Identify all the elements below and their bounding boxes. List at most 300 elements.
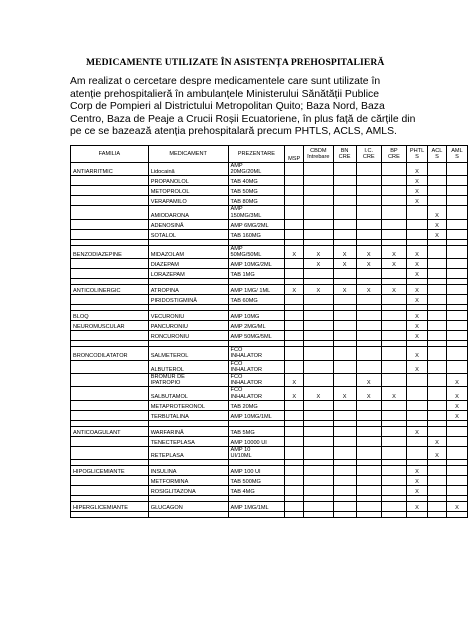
cell-cbdm-mark bbox=[304, 186, 333, 196]
cell-prezentare bbox=[228, 269, 285, 279]
cell-prezentare bbox=[228, 360, 285, 373]
cell-prezentare-line: AMP 6MG/2ML bbox=[230, 222, 269, 229]
cell-msp-mark bbox=[285, 321, 304, 331]
cell-cbdm-mark bbox=[304, 466, 333, 476]
cell-cbdm-mark: X bbox=[304, 387, 333, 400]
cell-bn-mark bbox=[333, 331, 356, 341]
cell-prezentare-line: AMP 10000 UI bbox=[230, 439, 267, 446]
cell-amls-mark bbox=[446, 347, 467, 360]
cell-msp-mark bbox=[285, 426, 304, 436]
cell-acls-mark bbox=[428, 410, 447, 420]
cell-bp-mark: X bbox=[381, 387, 406, 400]
cell-prezentare bbox=[228, 186, 285, 196]
header-ic-line1: I.C. bbox=[364, 147, 374, 154]
cell-phtls-mark: X bbox=[407, 269, 428, 279]
header-bn bbox=[333, 146, 356, 163]
cell-amls-mark bbox=[446, 360, 467, 373]
cell-phtls-mark: X bbox=[407, 347, 428, 360]
cell-familia bbox=[71, 400, 149, 410]
cell-phtls-mark: X bbox=[407, 331, 428, 341]
cell-bp-mark bbox=[381, 486, 406, 496]
cell-prezentare-line: 150MG/3ML bbox=[230, 212, 262, 219]
cell-msp-mark bbox=[285, 347, 304, 360]
cell-ic-mark bbox=[356, 219, 381, 229]
cell-ic-mark: X bbox=[356, 387, 381, 400]
header-acls-line2: S bbox=[435, 154, 439, 160]
cell-msp-mark bbox=[285, 360, 304, 373]
cell-prezentare bbox=[228, 176, 285, 186]
table-row bbox=[71, 186, 468, 196]
cell-bn-mark bbox=[333, 486, 356, 496]
header-phtls bbox=[407, 146, 428, 163]
cell-msp-mark bbox=[285, 229, 304, 239]
cell-acls-mark bbox=[428, 502, 447, 512]
cell-cbdm-mark bbox=[304, 410, 333, 420]
cell-medicament: ADENOSINĂ bbox=[148, 219, 228, 229]
cell-medicament: ATROPINA bbox=[148, 285, 228, 295]
cell-acls-mark: X bbox=[428, 436, 447, 446]
cell-cbdm-mark bbox=[304, 331, 333, 341]
header-cbdm-line2: întrebare bbox=[307, 154, 330, 160]
header-phtls-line2: S bbox=[415, 154, 419, 160]
cell-familia bbox=[71, 186, 149, 196]
cell-prezentare-line: AMP 1MG/1ML bbox=[230, 505, 269, 512]
cell-medicament: LORAZEPAM bbox=[148, 269, 228, 279]
cell-bn-mark bbox=[333, 466, 356, 476]
cell-phtls-mark: X bbox=[407, 466, 428, 476]
cell-bp-mark bbox=[381, 186, 406, 196]
cell-prezentare-line: TAB 40MG bbox=[230, 179, 258, 186]
cell-prezentare-line: TAB 50MG bbox=[230, 189, 258, 196]
header-ic bbox=[356, 146, 381, 163]
cell-prezentare-line: TAB 20MG bbox=[230, 403, 258, 410]
cell-medicament: MIDAZOLAM bbox=[148, 245, 228, 258]
cell-familia: HIPERGLICEMIANTE bbox=[71, 502, 149, 512]
cell-ic-mark bbox=[356, 269, 381, 279]
cell-amls-mark bbox=[446, 269, 467, 279]
cell-familia bbox=[71, 436, 149, 446]
cell-bp-mark bbox=[381, 374, 406, 387]
cell-acls-mark bbox=[428, 285, 447, 295]
cell-ic-mark bbox=[356, 295, 381, 305]
cell-amls-mark bbox=[446, 331, 467, 341]
cell-familia bbox=[71, 229, 149, 239]
cell-bp-mark: X bbox=[381, 259, 406, 269]
cell-medicament-line: BROMUR DE bbox=[150, 374, 185, 381]
cell-bp-mark bbox=[381, 269, 406, 279]
cell-bn-mark bbox=[333, 374, 356, 387]
cell-ic-mark bbox=[356, 512, 381, 518]
cell-msp-mark bbox=[285, 206, 304, 219]
cell-prezentare bbox=[228, 347, 285, 360]
cell-phtls-mark: X bbox=[407, 360, 428, 373]
cell-amls-mark: X bbox=[446, 410, 467, 420]
cell-acls-mark: X bbox=[428, 229, 447, 239]
cell-bp-mark bbox=[381, 347, 406, 360]
cell-acls-mark bbox=[428, 259, 447, 269]
cell-familia bbox=[71, 446, 149, 459]
cell-acls-mark bbox=[428, 295, 447, 305]
cell-familia bbox=[71, 176, 149, 186]
cell-msp-mark bbox=[285, 446, 304, 459]
cell-medicament-line: IPATROPIO bbox=[150, 380, 181, 387]
cell-prezentare-line: AMP bbox=[230, 163, 243, 169]
cell-cbdm-mark bbox=[304, 229, 333, 239]
cell-bn-mark bbox=[333, 163, 356, 176]
table-row bbox=[71, 295, 468, 305]
cell-acls-mark bbox=[428, 426, 447, 436]
cell-amls-mark bbox=[446, 259, 467, 269]
table-row bbox=[71, 196, 468, 206]
cell-phtls-mark bbox=[407, 400, 428, 410]
intro-line: pe ce se bazează atenția prehospitalară precum PHTLS, ACLS, AMLS. bbox=[70, 126, 397, 138]
intro-line: Am realizat o cercetare despre medicamentele care sunt utilizate în bbox=[70, 76, 381, 87]
cell-amls-mark bbox=[446, 219, 467, 229]
cell-prezentare bbox=[228, 196, 285, 206]
cell-bp-mark bbox=[381, 360, 406, 373]
table-row bbox=[71, 426, 468, 436]
table-row bbox=[71, 347, 468, 360]
table-row bbox=[71, 176, 468, 186]
table-row bbox=[71, 229, 468, 239]
cell-ic-mark bbox=[356, 163, 381, 176]
header-bp-line1: BP bbox=[390, 147, 398, 154]
cell-bn-mark bbox=[333, 512, 356, 518]
cell-bn-mark bbox=[333, 426, 356, 436]
cell-prezentare bbox=[228, 374, 285, 387]
cell-prezentare bbox=[228, 206, 285, 219]
cell-bp-mark: X bbox=[381, 245, 406, 258]
cell-medicament: METOPROLOL bbox=[148, 186, 228, 196]
table-row bbox=[71, 331, 468, 341]
table-row bbox=[71, 219, 468, 229]
cell-acls-mark bbox=[428, 374, 447, 387]
cell-amls-mark bbox=[446, 486, 467, 496]
cell-ic-mark: X bbox=[356, 374, 381, 387]
cell-bp-mark bbox=[381, 512, 406, 518]
cell-medicament: TERBUTALINA bbox=[148, 410, 228, 420]
cell-prezentare-line: AMP 10MG/1ML bbox=[230, 413, 272, 420]
cell-acls-mark bbox=[428, 512, 447, 518]
cell-phtls-mark: X bbox=[407, 295, 428, 305]
cell-amls-mark: X bbox=[446, 374, 467, 387]
cell-medicament: TENECTEPLASA bbox=[148, 436, 228, 446]
header-bn-line1: BN bbox=[340, 147, 349, 154]
cell-bp-mark bbox=[381, 502, 406, 512]
cell-amls-mark bbox=[446, 245, 467, 258]
header-msp: MSP bbox=[285, 146, 304, 163]
cell-prezentare-line: UI/10ML bbox=[230, 453, 252, 460]
cell-cbdm-mark bbox=[304, 295, 333, 305]
cell-phtls-mark bbox=[407, 206, 428, 219]
cell-prezentare bbox=[228, 466, 285, 476]
header-amls-line2: S bbox=[455, 154, 459, 160]
cell-acls-mark bbox=[428, 476, 447, 486]
header-amls bbox=[446, 146, 467, 163]
cell-familia bbox=[71, 476, 149, 486]
header-cbdm bbox=[304, 146, 333, 163]
cell-prezentare bbox=[228, 410, 285, 420]
cell-amls-mark bbox=[446, 176, 467, 186]
cell-phtls-mark: X bbox=[407, 176, 428, 186]
cell-acls-mark: X bbox=[428, 446, 447, 459]
cell-medicament: SOTALOL bbox=[148, 229, 228, 239]
header-familia: FAMILIA bbox=[71, 146, 149, 163]
cell-phtls-mark: X bbox=[407, 259, 428, 269]
header-prezentare: PREZENTARE bbox=[228, 146, 285, 163]
cell-prezentare bbox=[228, 321, 285, 331]
cell-acls-mark bbox=[428, 321, 447, 331]
table-row bbox=[71, 446, 468, 459]
cell-prezentare-line: TAB 500MG bbox=[230, 479, 261, 486]
cell-bn-mark bbox=[333, 269, 356, 279]
cell-prezentare bbox=[228, 486, 285, 496]
table-row bbox=[71, 245, 468, 258]
cell-bp-mark bbox=[381, 206, 406, 219]
cell-medicament: RETEPLASA bbox=[148, 446, 228, 459]
cell-bp-mark bbox=[381, 311, 406, 321]
cell-acls-mark bbox=[428, 176, 447, 186]
cell-medicament: INSULINA bbox=[148, 466, 228, 476]
intro-line: Corp de Pompieri al Districtului Metropolitan Quito; Baza Nord, Baza bbox=[70, 101, 385, 113]
cell-familia: ANTICOLINERGIC bbox=[71, 285, 149, 295]
cell-prezentare-line: AMP 2MG/ML bbox=[230, 324, 266, 331]
cell-ic-mark bbox=[356, 206, 381, 219]
cell-cbdm-mark bbox=[304, 400, 333, 410]
intro-paragraph bbox=[70, 76, 420, 139]
cell-cbdm-mark bbox=[304, 269, 333, 279]
cell-msp-mark bbox=[285, 486, 304, 496]
cell-familia bbox=[71, 259, 149, 269]
intro-line: Centro, Baza de Peaje a Crucii Roșii Ecuatoriene, în plus față de cărțile din bbox=[70, 113, 416, 125]
cell-bn-mark bbox=[333, 476, 356, 486]
cell-prezentare bbox=[228, 259, 285, 269]
table-row bbox=[71, 436, 468, 446]
cell-medicament: METAPROTERONOL bbox=[148, 400, 228, 410]
cell-familia bbox=[71, 196, 149, 206]
cell-acls-mark bbox=[428, 186, 447, 196]
cell-phtls-mark bbox=[407, 436, 428, 446]
cell-bn-mark bbox=[333, 311, 356, 321]
cell-cbdm-mark bbox=[304, 206, 333, 219]
cell-ic-mark bbox=[356, 321, 381, 331]
cell-bn-mark: X bbox=[333, 245, 356, 258]
cell-prezentare-line: TAB 1MG bbox=[230, 272, 255, 279]
cell-familia: NEUROMUSCULAR bbox=[71, 321, 149, 331]
cell-medicament: AMIODARONA bbox=[148, 206, 228, 219]
cell-familia bbox=[71, 331, 149, 341]
cell-acls-mark bbox=[428, 347, 447, 360]
cell-msp-mark bbox=[285, 512, 304, 518]
cell-bp-mark bbox=[381, 163, 406, 176]
cell-ic-mark bbox=[356, 400, 381, 410]
cell-prezentare-line: FCO bbox=[230, 374, 243, 381]
cell-amls-mark bbox=[446, 206, 467, 219]
cell-prezentare-line: FCO bbox=[230, 347, 243, 354]
cell-bp-mark bbox=[381, 295, 406, 305]
cell-cbdm-mark bbox=[304, 476, 333, 486]
cell-acls-mark bbox=[428, 466, 447, 476]
table-row bbox=[71, 259, 468, 269]
cell-msp-mark bbox=[285, 176, 304, 186]
cell-bn-mark bbox=[333, 206, 356, 219]
cell-acls-mark: X bbox=[428, 219, 447, 229]
header-acls-line1: ACL bbox=[431, 147, 443, 154]
cell-medicament: PIRIDOSTIGMINĂ bbox=[148, 295, 228, 305]
cell-phtls-mark: X bbox=[407, 245, 428, 258]
cell-bn-mark bbox=[333, 229, 356, 239]
cell-familia bbox=[71, 219, 149, 229]
cell-ic-mark bbox=[356, 196, 381, 206]
cell-cbdm-mark bbox=[304, 347, 333, 360]
cell-ic-mark bbox=[356, 360, 381, 373]
cell-prezentare-line: TAB 60MG bbox=[230, 298, 258, 305]
cell-prezentare-line: AMP bbox=[230, 245, 243, 252]
table-body bbox=[71, 163, 468, 518]
cell-bn-mark bbox=[333, 410, 356, 420]
cell-msp-mark bbox=[285, 259, 304, 269]
header-phtls-line1: PHTL bbox=[409, 147, 425, 154]
cell-amls-mark bbox=[446, 285, 467, 295]
cell-acls-mark bbox=[428, 331, 447, 341]
cell-bp-mark bbox=[381, 400, 406, 410]
cell-bn-mark bbox=[333, 176, 356, 186]
table-row bbox=[71, 360, 468, 373]
table-spacer-row bbox=[71, 512, 468, 518]
cell-ic-mark bbox=[356, 426, 381, 436]
cell-medicament: PANCURONIU bbox=[148, 321, 228, 331]
cell-medicament: DIAZEPAM bbox=[148, 259, 228, 269]
cell-familia bbox=[71, 512, 149, 518]
cell-cbdm-mark bbox=[304, 426, 333, 436]
cell-phtls-mark: X bbox=[407, 502, 428, 512]
cell-amls-mark bbox=[446, 436, 467, 446]
cell-prezentare-line: TAB 160MG bbox=[230, 232, 261, 239]
table-row bbox=[71, 387, 468, 400]
cell-bp-mark bbox=[381, 331, 406, 341]
cell-prezentare-line: 50MG/50ML bbox=[230, 252, 262, 259]
cell-msp-mark bbox=[285, 466, 304, 476]
cell-ic-mark bbox=[356, 502, 381, 512]
cell-msp-mark bbox=[285, 410, 304, 420]
cell-bn-mark bbox=[333, 295, 356, 305]
cell-prezentare bbox=[228, 502, 285, 512]
cell-bp-mark bbox=[381, 446, 406, 459]
cell-familia: HIPOGLICEMIANTE bbox=[71, 466, 149, 476]
table-row bbox=[71, 206, 468, 219]
cell-acls-mark bbox=[428, 311, 447, 321]
cell-amls-mark: X bbox=[446, 502, 467, 512]
header-medicament: MEDICAMENT bbox=[148, 146, 228, 163]
cell-medicament: PROPANOLOL bbox=[148, 176, 228, 186]
cell-amls-mark bbox=[446, 311, 467, 321]
cell-ic-mark bbox=[356, 347, 381, 360]
cell-prezentare-line: AMP 10 bbox=[230, 446, 251, 453]
cell-phtls-mark: X bbox=[407, 285, 428, 295]
cell-msp-mark bbox=[285, 295, 304, 305]
cell-prezentare bbox=[228, 436, 285, 446]
cell-prezentare bbox=[228, 387, 285, 400]
cell-ic-mark: X bbox=[356, 259, 381, 269]
cell-ic-mark bbox=[356, 466, 381, 476]
cell-bp-mark bbox=[381, 466, 406, 476]
cell-cbdm-mark: X bbox=[304, 245, 333, 258]
cell-amls-mark: X bbox=[446, 387, 467, 400]
cell-ic-mark bbox=[356, 436, 381, 446]
cell-bn-mark bbox=[333, 436, 356, 446]
cell-familia bbox=[71, 410, 149, 420]
cell-acls-mark bbox=[428, 245, 447, 258]
medication-table bbox=[70, 145, 468, 518]
cell-phtls-mark: X bbox=[407, 321, 428, 331]
cell-amls-mark bbox=[446, 466, 467, 476]
cell-amls-mark bbox=[446, 163, 467, 176]
cell-acls-mark bbox=[428, 163, 447, 176]
cell-phtls-mark bbox=[407, 512, 428, 518]
cell-medicament: ROSIGLITAZONA bbox=[148, 486, 228, 496]
header-bp bbox=[381, 146, 406, 163]
cell-msp-mark bbox=[285, 331, 304, 341]
cell-prezentare bbox=[228, 229, 285, 239]
cell-msp-mark bbox=[285, 311, 304, 321]
cell-medicament: METFORMINA bbox=[148, 476, 228, 486]
cell-amls-mark bbox=[446, 426, 467, 436]
cell-cbdm-mark: X bbox=[304, 259, 333, 269]
cell-prezentare-line: TAB 80MG bbox=[230, 199, 258, 206]
cell-amls-mark bbox=[446, 476, 467, 486]
cell-msp-mark: X bbox=[285, 374, 304, 387]
cell-familia: BLOQ bbox=[71, 311, 149, 321]
cell-bn-mark bbox=[333, 321, 356, 331]
cell-phtls-mark: X bbox=[407, 486, 428, 496]
cell-familia bbox=[71, 387, 149, 400]
cell-familia: BENZODIAZEPINE bbox=[71, 245, 149, 258]
cell-prezentare-line: AMP 100 UI bbox=[230, 469, 261, 476]
cell-ic-mark bbox=[356, 311, 381, 321]
header-ic-line2: CRE bbox=[362, 154, 375, 160]
cell-cbdm-mark bbox=[304, 321, 333, 331]
cell-bp-mark: X bbox=[381, 285, 406, 295]
cell-phtls-mark bbox=[407, 387, 428, 400]
cell-msp-mark bbox=[285, 269, 304, 279]
cell-cbdm-mark bbox=[304, 163, 333, 176]
cell-prezentare bbox=[228, 331, 285, 341]
cell-bn-mark bbox=[333, 400, 356, 410]
cell-ic-mark bbox=[356, 486, 381, 496]
cell-acls-mark bbox=[428, 400, 447, 410]
cell-cbdm-mark bbox=[304, 374, 333, 387]
cell-amls-mark bbox=[446, 321, 467, 331]
cell-bp-mark bbox=[381, 176, 406, 186]
cell-bp-mark bbox=[381, 410, 406, 420]
cell-prezentare-line: INHALATOR bbox=[230, 380, 263, 387]
cell-phtls-mark bbox=[407, 374, 428, 387]
header-bp-line2: CRE bbox=[388, 154, 400, 160]
cell-prezentare-line: FCO bbox=[230, 360, 243, 367]
table-row bbox=[71, 486, 468, 496]
table-row bbox=[71, 321, 468, 331]
header-cbdm-line1: CBDM bbox=[310, 147, 327, 154]
table-header-row bbox=[71, 146, 468, 163]
cell-cbdm-mark bbox=[304, 311, 333, 321]
cell-prezentare bbox=[228, 295, 285, 305]
cell-prezentare bbox=[228, 163, 285, 176]
cell-prezentare-line: TAB 5MG bbox=[230, 429, 255, 436]
cell-amls-mark bbox=[446, 512, 467, 518]
cell-acls-mark bbox=[428, 196, 447, 206]
cell-familia bbox=[71, 374, 149, 387]
cell-amls-mark bbox=[446, 229, 467, 239]
